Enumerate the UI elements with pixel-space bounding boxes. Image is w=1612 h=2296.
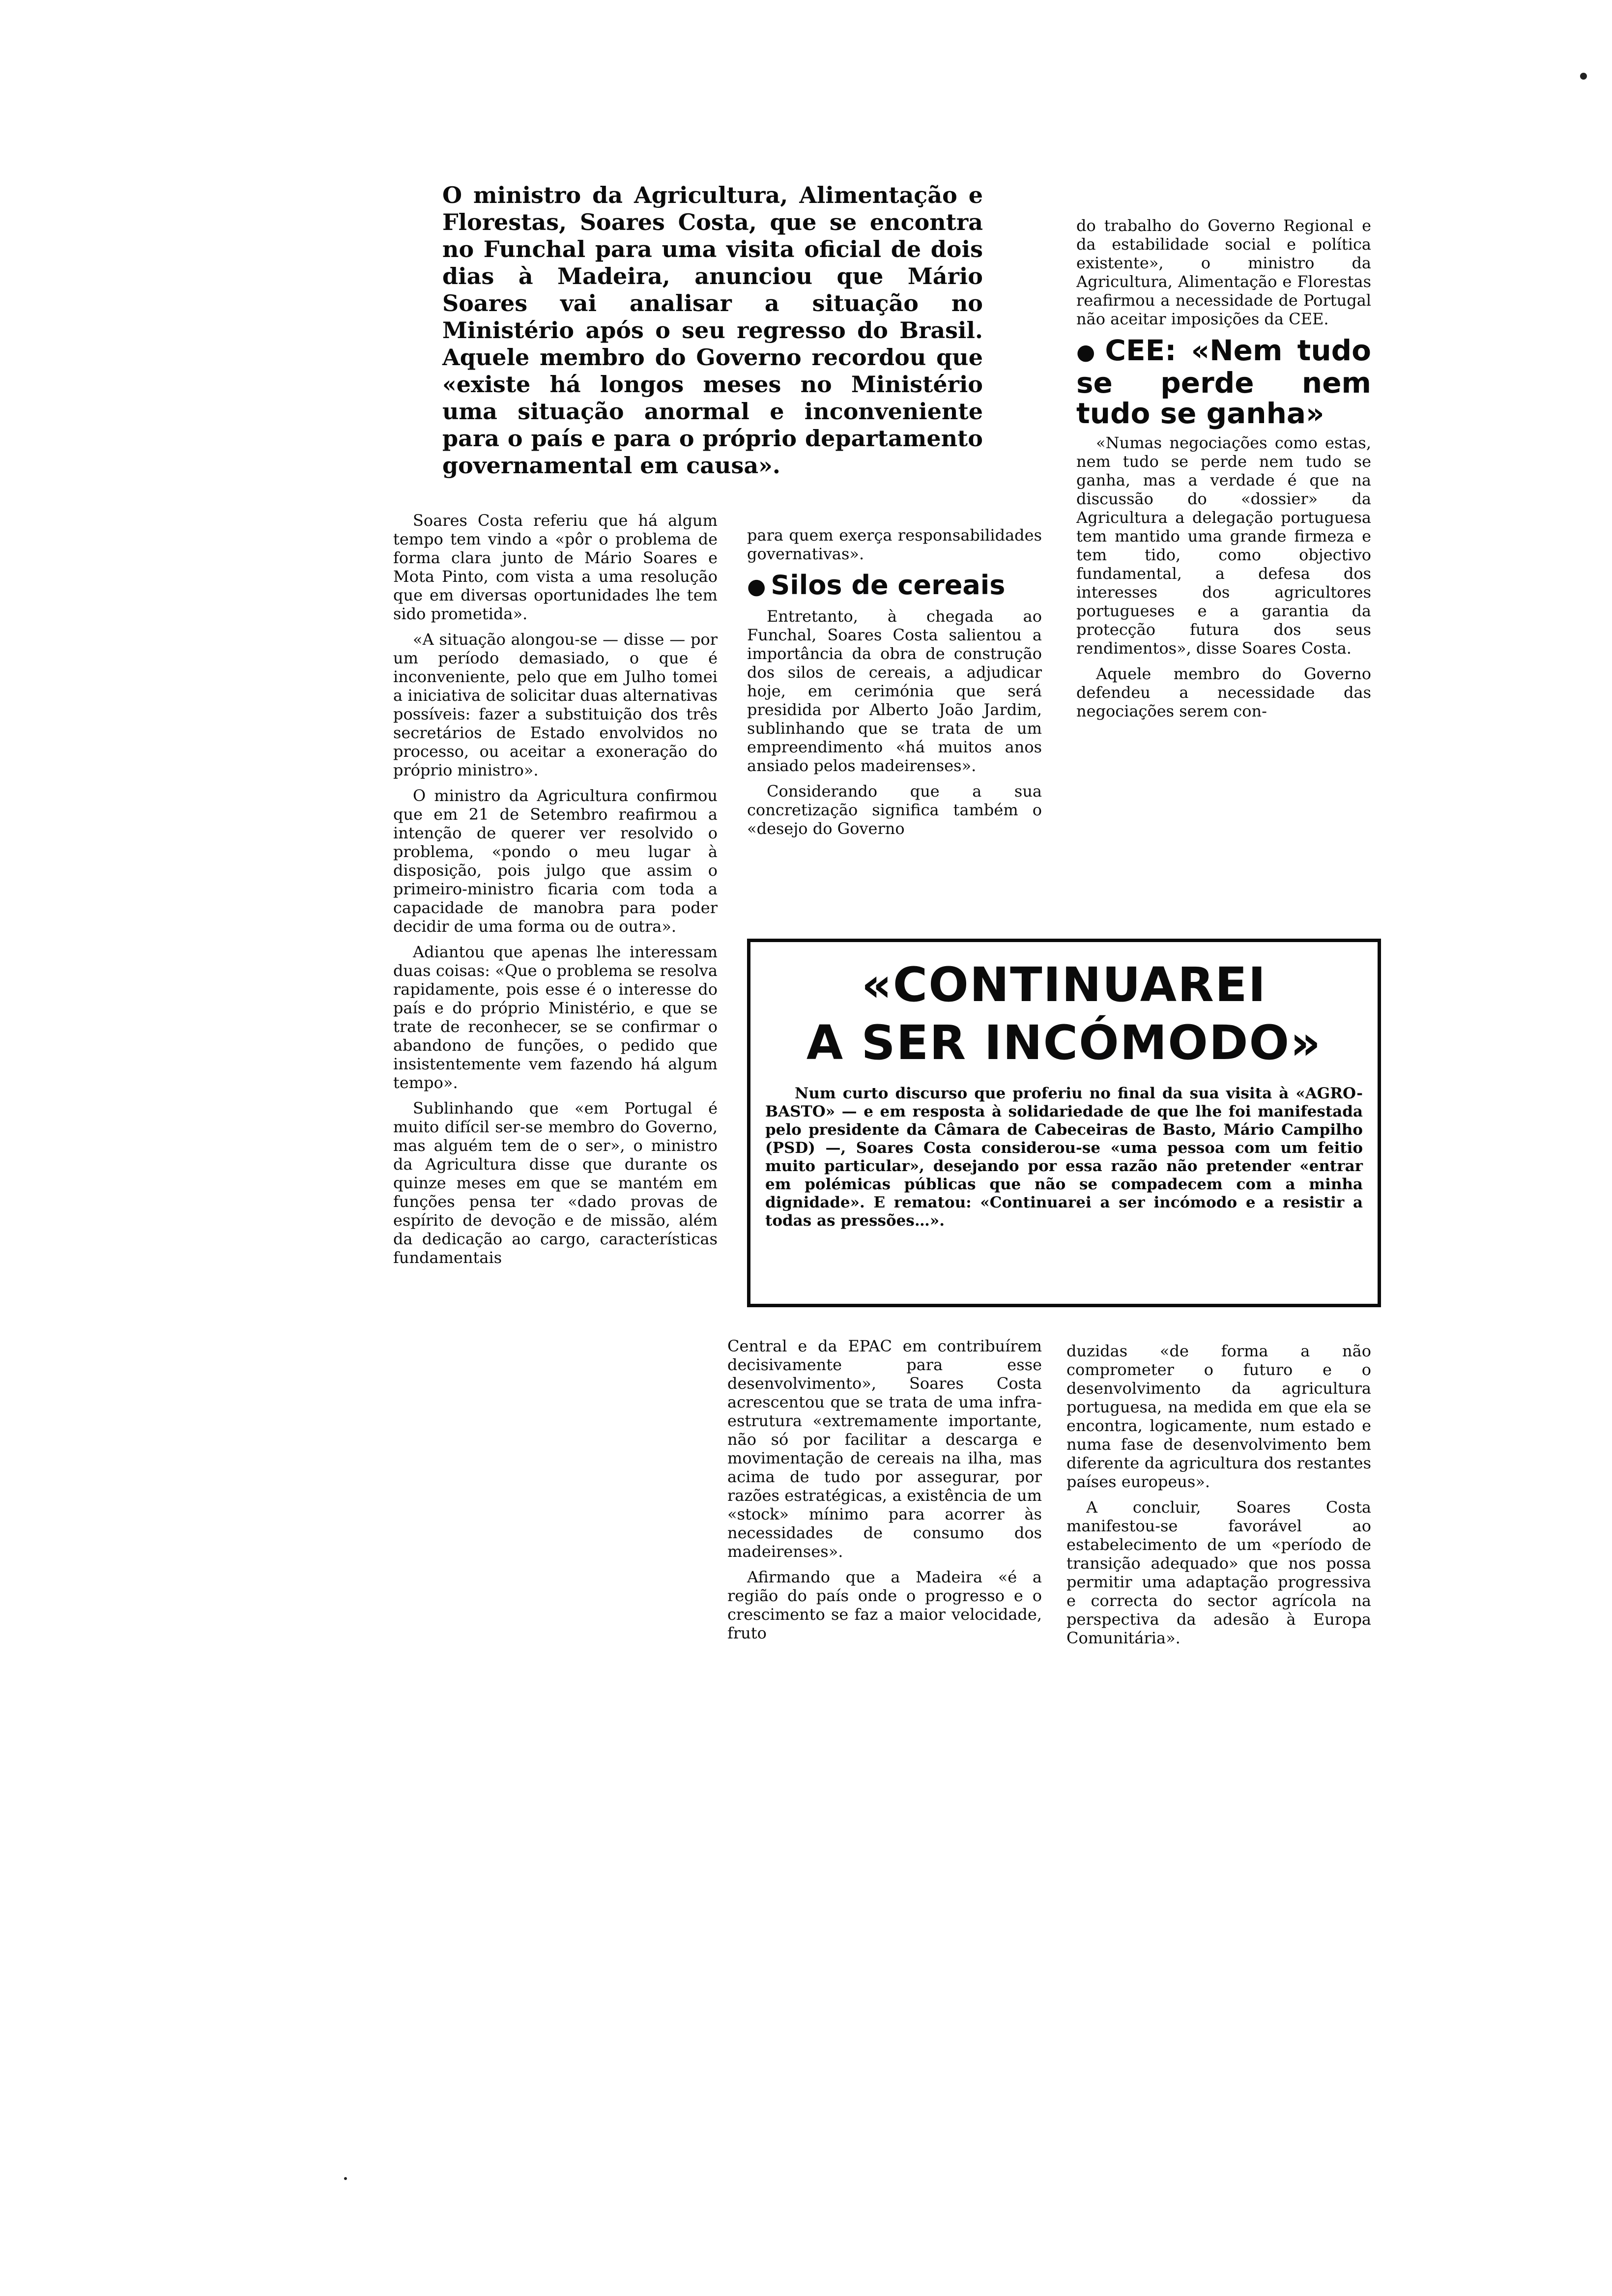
newspaper-clipping	[383, 172, 1386, 1784]
subhead-cee-text: CEE: «Nem tudo se perde nem tudo se ganha»	[1076, 334, 1371, 430]
col2-paragraph: Considerando que a sua concretização significa também o «desejo do Governo	[747, 782, 1042, 838]
bullet-icon: ●	[747, 574, 766, 600]
column-3-bottom	[1066, 1342, 1371, 1654]
column-1	[393, 511, 718, 1274]
col3-paragraph: do trabalho do Governo Regional e da estabilidade social e política existente», o ministro da Agricultura, Alimentação e Florestas reafirmou a necessidade de Portugal não aceitar imposições da CEE.	[1076, 216, 1371, 328]
col3-paragraph: «Numas negociações como estas, nem tudo se perde nem tudo se ganha, mas a verdade é que na discussão do «dossier» da Agricultura a delegação portuguesa tem mantido uma grande firmeza e tem tido, como objectivo fundamental, a defesa dos interesses dos agricultores portugueses e a garantia da protecção futura dos seus rendimentos», disse Soares Costa.	[1076, 433, 1371, 658]
column-2-bottom	[727, 1337, 1042, 1649]
boxed-quote	[747, 939, 1381, 1307]
col1-paragraph: Sublinhando que «em Portugal é muito difícil ser-se membro do Governo, mas alguém tem de o ser», o ministro da Agricultura disse que durante os quinze meses em que se mantém em funções pensa ter «dado provas de espírito de devoção e de missão, além da dedicação ao cargo, características fundamentais	[393, 1099, 718, 1267]
col2-paragraph: Afirmando que a Madeira «é a região do país onde o progresso e o crescimento se faz a maior velocidade, fruto	[727, 1568, 1042, 1642]
col3-paragraph: A concluir, Soares Costa manifestou-se favorável ao estabelecimento de um «período de transição adequado» que nos possa permitir uma adaptação progressiva e correcta do sector agrícola na perspectiva da adesão à Europa Comunitária».	[1066, 1498, 1371, 1647]
col2-paragraph: para quem exerça responsabilidades governativas».	[747, 526, 1042, 563]
bullet-icon: ●	[1076, 339, 1100, 365]
col1-paragraph: O ministro da Agricultura confirmou que em 21 de Setembro reafirmou a intenção de querer ver resolvido o problema, «pondo o meu lugar à disposição, pois julgo que assim o primeiro-ministro ficaria com toda a capacidade de manobra para poder decidir de uma forma ou de outra».	[393, 786, 718, 936]
subhead-cee	[1076, 335, 1371, 429]
col1-paragraph: «A situação alongou-se — disse — por um período demasiado, o que é inconveniente, pelo que em Julho tomei a iniciativa de solicitar duas alternativas possíveis: fazer a substituição dos três secretários de Estado envolvidos no processo, ou aceitar a exoneração do próprio ministro».	[393, 630, 718, 779]
scan-speck	[344, 2177, 347, 2180]
col1-paragraph: Adiantou que apenas lhe interessam duas coisas: «Que o problema se resolva rapidamente, pois esse é o interesse do país e do próprio Ministério, e que se trate de reconhecer, se se confirmar o abandono de funções, o pedido que insistentemente vem fazendo há algum tempo».	[393, 943, 718, 1092]
col1-paragraph: Soares Costa referiu que há algum tempo tem vindo a «pôr o problema de forma clara junto de Mário Soares e Mota Pinto, com vista a uma resolução que em diversas oportunidades lhe tem sido prometida».	[393, 511, 718, 623]
subhead-silos-text: Silos de cereais	[771, 570, 1006, 601]
box-title-line2: A SER INCÓMODO»	[806, 1015, 1322, 1070]
subhead-silos	[747, 570, 1042, 602]
column-2-top	[747, 526, 1042, 845]
col2-paragraph: Central e da EPAC em contribuírem decisivamente para esse desenvolvimento», Soares Costa acrescentou que se trata de uma infra-estrutura «extremamente importante, não só por facilitar a descarga e movimentação de cereais na ilha, mas acima de tudo por assegurar, por razões estratégicas, a existência de um «stock» mínimo para acorrer às necessidades de consumo dos madeirenses».	[727, 1337, 1042, 1561]
article-lead: O ministro da Agricultura, Alimentação e Florestas, Soares Costa, que se encontra no Funchal para uma visita oficial de dois dias à Madeira, anunciou que Mário Soares vai analisar a situação no Ministério após o seu regresso do Brasil. Aquele membro do Governo recordou que «existe há longos meses no Ministério uma situação anormal e inconveniente para o país e para o próprio departamento governamental em causa».	[442, 182, 983, 479]
column-3-top	[1076, 216, 1371, 727]
box-text: Num curto discurso que proferiu no final da sua visita à «AGRO-BASTO» — e em resposta à solidariedade de que lhe foi manifestada pelo presidente da Câmara de Cabeceiras de Basto, Mário Campilho (PSD) —, Soares Costa considerou-se «uma pessoa com um feitio muito particular», desejando por essa razão não pretender «entrar em polémicas públicas que não se compadecem com a minha dignidade». E rematou: «Continuarei a ser incómodo e a resistir a todas as pressões…».	[765, 1085, 1363, 1230]
col3-paragraph: Aquele membro do Governo defendeu a necessidade das negociações serem con-	[1076, 664, 1371, 720]
col3-paragraph: duzidas «de forma a não comprometer o futuro e o desenvolvimento da agricultura portuguesa, na medida em que ela se encontra, logicamente, num estado e numa fase de desenvolvimento bem diferente da agricultura dos restantes países europeus».	[1066, 1342, 1371, 1491]
col2-paragraph: Entretanto, à chegada ao Funchal, Soares Costa salientou a importância da obra de construção dos silos de cereais, a adjudicar hoje, em cerimónia que será presidida por Alberto João Jardim, sublinhando que se trata de um empreendimento «há muitos anos ansiado pelos madeirenses».	[747, 607, 1042, 775]
box-title-line1: «CONTINUAREI	[861, 957, 1267, 1012]
scan-speck	[1580, 73, 1587, 80]
